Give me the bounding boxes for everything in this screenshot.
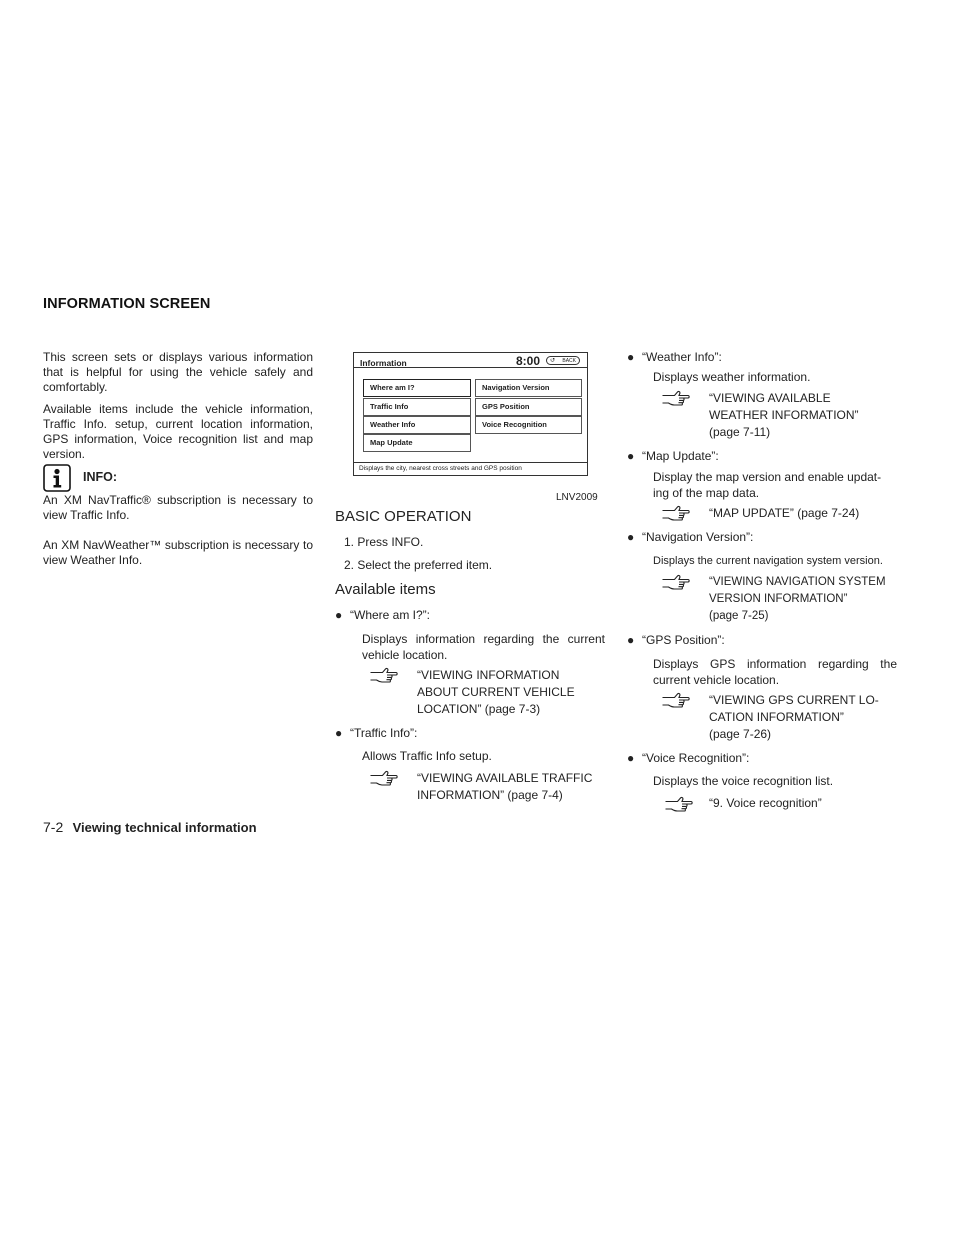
info-note-weather: An XM NavWeather™ subscription is necessary to view Weather Info. xyxy=(43,538,313,567)
item-description: Displays information regarding the current vehicle location. xyxy=(362,632,605,662)
bullet-icon: ● xyxy=(627,751,635,765)
back-button-label: BACK xyxy=(562,358,576,364)
info-screen-illustration xyxy=(353,352,588,476)
info-heading: INFO: xyxy=(83,470,118,484)
bullet-icon: ● xyxy=(335,608,343,622)
item-label: “Navigation Version”: xyxy=(642,530,754,544)
reference-text: “VIEWING GPS CURRENT LO- CATION INFORMATION” (page 7-26) xyxy=(709,693,879,741)
pointing-hand-icon xyxy=(661,692,691,710)
reference-text: “9. Voice recognition” xyxy=(709,796,822,810)
screen-header-divider xyxy=(354,367,587,368)
pointing-hand-icon xyxy=(661,574,691,592)
reference-text: “VIEWING NAVIGATION SYSTEM VERSION INFORMATION” (page 7-25) xyxy=(709,576,886,622)
section-title: INFORMATION SCREEN xyxy=(43,296,211,312)
figure-caption: LNV2009 xyxy=(556,492,598,503)
chapter-title: Viewing technical information xyxy=(72,820,257,835)
bullet-icon: ● xyxy=(335,726,343,740)
info-notes xyxy=(43,493,313,575)
reference-text: “VIEWING AVAILABLE WEATHER INFORMATION” (page 7-11) xyxy=(709,391,859,439)
bullet-icon: ● xyxy=(627,530,635,544)
gps-position-button[interactable]: GPS Position xyxy=(475,398,582,416)
pointing-hand-icon xyxy=(661,390,691,408)
intro-paragraph-2: Available items include the vehicle information, Traffic Info. setup, current location information, GPS information, Voice recognition list and map version. xyxy=(43,402,313,461)
navigation-version-button[interactable]: Navigation Version xyxy=(475,379,582,397)
info-i-icon xyxy=(43,464,71,492)
item-description: Displays weather information. xyxy=(653,370,811,384)
page-footer xyxy=(43,820,257,836)
reference-text: “VIEWING AVAILABLE TRAFFIC INFORMATION” (page 7-4) xyxy=(417,771,593,802)
where-am-i-button[interactable]: Where am I? xyxy=(363,379,471,397)
info-note-traffic: An XM NavTraffic® subscription is necessary to view Traffic Info. xyxy=(43,493,313,522)
voice-recognition-button[interactable]: Voice Recognition xyxy=(475,416,582,434)
item-description: Display the map version and enable updat- ing of the map data. xyxy=(653,470,882,500)
step-1: 1. Press INFO. xyxy=(344,535,424,549)
pointing-hand-icon xyxy=(369,770,399,788)
screen-status-text: Displays the city, nearest cross streets and GPS position xyxy=(359,465,522,472)
basic-operation-heading: BASIC OPERATION xyxy=(335,508,472,525)
item-label: “GPS Position”: xyxy=(642,633,725,647)
step-2: 2. Select the preferred item. xyxy=(344,558,493,572)
item-description: Displays GPS information regarding the current vehicle location. xyxy=(653,657,897,687)
weather-info-button[interactable]: Weather Info xyxy=(363,416,471,434)
screen-clock: 8:00 xyxy=(516,354,541,368)
bullet-icon: ● xyxy=(627,633,635,647)
bullet-icon: ● xyxy=(627,350,635,364)
item-label: “Voice Recognition”: xyxy=(642,751,750,765)
back-arrow-icon: ↺ xyxy=(550,358,556,364)
back-button[interactable] xyxy=(546,356,580,365)
reference-text: “MAP UPDATE” (page 7-24) xyxy=(709,506,860,520)
available-items-heading: Available items xyxy=(335,581,436,598)
item-description: Allows Traffic Info setup. xyxy=(362,749,492,763)
traffic-info-button[interactable]: Traffic Info xyxy=(363,398,471,416)
page-number: 7-2 xyxy=(43,819,64,835)
intro-paragraph-1: This screen sets or displays various information that is helpful for using the vehicle safely and comfortably. xyxy=(43,350,313,394)
screen-title: Information xyxy=(360,358,407,368)
item-label: “Weather Info”: xyxy=(642,350,722,364)
item-description: Displays the current navigation system version. xyxy=(653,555,883,567)
item-description: Displays the voice recognition list. xyxy=(653,774,834,788)
map-update-button[interactable]: Map Update xyxy=(363,434,471,452)
pointing-hand-icon xyxy=(369,667,399,685)
intro-column xyxy=(43,350,313,469)
pointing-hand-icon xyxy=(661,505,691,523)
pointing-hand-icon xyxy=(664,796,694,814)
item-label: “Where am I?”: xyxy=(350,608,431,622)
item-label: “Traffic Info”: xyxy=(350,726,418,740)
reference-text: “VIEWING INFORMATION ABOUT CURRENT VEHICLE LOCATION” (page 7-3) xyxy=(417,668,575,716)
item-label: “Map Update”: xyxy=(642,449,719,463)
bullet-icon: ● xyxy=(627,449,635,463)
